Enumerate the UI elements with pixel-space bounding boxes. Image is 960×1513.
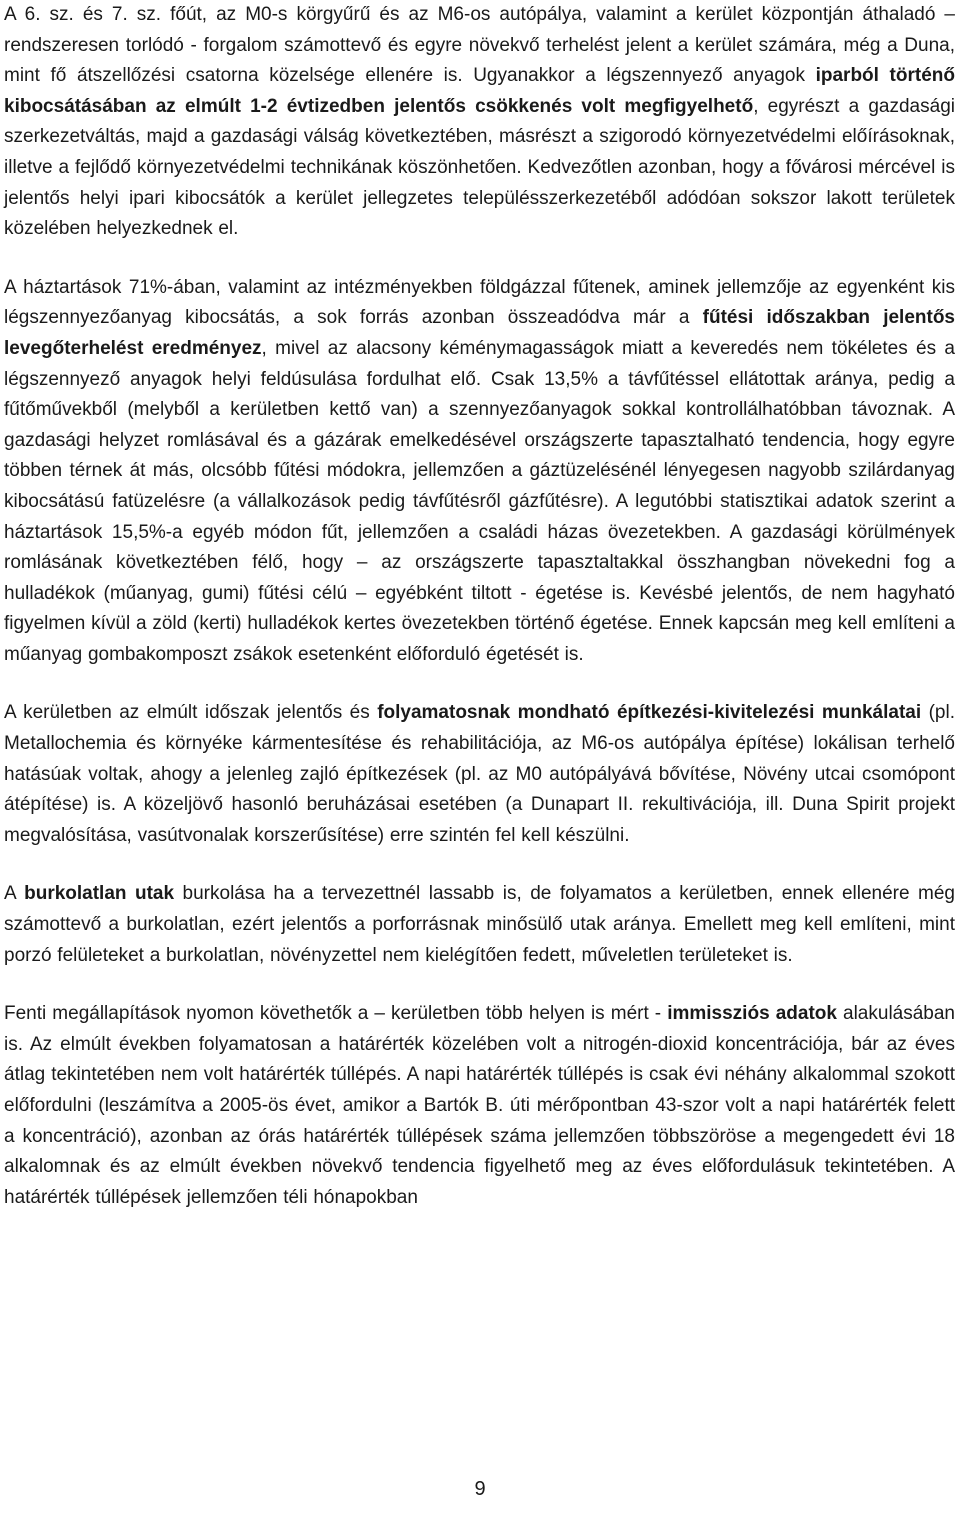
text-segment: A 6. sz. és 7. sz. főút, az M0-s körgyűrű és az M6-os autópálya, valamint a kerület központján áthaladó – rendszeresen torlódó - forgalom számottevő és egyre növekvő terhelést jelent a kerület számára, még a Duna, mint fő átszellőzési csatorna közelsége ellenére is. Ugyanakkor a légszennyező anyagok [4,4,955,87]
bold-segment: immissziós adatok [667,1003,837,1025]
paragraph-construction [4,698,955,851]
text-segment: A [4,883,25,905]
text-segment: alakulásában is. Az elmúlt években folyamatosan a határérték közelében volt a nitrogén-dioxid koncentrációja, bár az éves átlag tekintetében nem volt határérték túllépés. A napi határérték túllépés is csak évi néhány alkalommal szokott előfordulni (leszámítva a 2005-ös évet, amikor a Bartók B. úti mérőpontban 43-szor volt a napi határérték felett a koncentráció), azonban az órás határérték túllépések száma jellemzően többszöröse a megengedett évi 18 alkalomnak és az elmúlt években növekvő tendencia figyelhető meg az éves előfordulásuk tekintetében. A határérték túllépések jellemzően téli hónapokban [4,1003,955,1208]
bold-segment: burkolatlan utak [24,883,175,905]
document-body [4,0,955,1213]
paragraph-immission [4,999,955,1213]
text-segment: Fenti megállapítások nyomon követhetők a – kerületben több helyen is mért - [4,1003,668,1025]
bold-segment: iparból történő kibocsátásában az elmúlt 1-2 évtizedben jelentős csökkenés volt megfigyelhető [4,65,955,117]
text-segment: A háztartások 71%-ában, valamint az intézményekben földgázzal fűtenek, aminek jellemzője az egyenként kis légszennyezőanyag kibocsátás, a sok forrás azonban összeadódva már a [4,276,955,329]
paragraph-unpaved-roads [4,879,955,971]
text-segment: , mivel az alacsony kéménymagasságok miatt a keveredés nem tökéletes és a légszennyező anyagok helyi feldúsulása fordulhat elő. Csak 13,5% a távfűtéssel ellátottak aránya, pedig a fűtőművekből (melyből a kerületben kettő van) a szennyezőanyagok sokkal kontrollálhatóbban távoznak. A gazdasági helyzet romlásával és a gázárak emelkedésével országszerte tapasztalható tendencia, hogy egyre többen térnek át más, olcsóbb fűtési módokra, jellemzően a gáztüzelésénél lényegesen nagyobb szilárdanyag kibocsátású fatüzelésre (a vállalkozások pedig távfűtésről gázfűtésre). A legutóbbi statisztikai adatok szerint a háztartások 15,5%-a egyéb módon fűt, jellemzően a családi házas övezetekben. A gazdasági körülmények romlásának következtében félő, hogy – az országszerte tapasztaltakkal összhangban növekedni fog a hulladékok (műanyag, gumi) fűtési célú – egyébként tiltott - égetése is. Kevésbé jelentős, de nem hagyható figyelmen kívül a zöld (kerti) hulladékok kertes övezetekben történő égetése. Ennek kapcsán meg kell említeni a műanyag gombakomposzt zsákok esetenként előforduló égetését is. [4,337,955,665]
text-segment: A kerületben az elmúlt időszak jelentős és [4,702,378,724]
bold-segment: fűtési időszakban jelentős levegőterhelést eredményez [4,307,955,359]
paragraph-heating [4,273,955,671]
text-segment: , egyrészt a gazdasági szerkezetváltás, majd a gazdasági válság következtében, másrészt a szigorodó környezetvédelmi előírásoknak, illetve a fejlődő környezetvédelmi technikának köszönhetően. Kedvezőtlen azonban, hogy a fővárosi mércével is jelentős helyi ipari kibocsátók a kerület jellegzetes településszerkezetéből adódóan sokszor lakott területek közelében helyezkednek el. [4,95,955,240]
text-segment: (pl. Metallochemia és környéke kármentesítése és rehabilitációja, az M6-os autópálya építése) lokálisan terhelő hatásúak voltak, ahogy a jelenleg zajló építkezések (pl. az M0 autópályává bővítése, Növény utcai csomópont átépítése) is. A közeljövő hasonló beruházásai esetében (a Dunapart II. rekultivációja, ill. Duna Spirit projekt megvalósítása, vasútvonalak korszerűsítése) erre szintén fel kell készülni. [4,702,955,846]
paragraph-traffic [4,0,955,245]
bold-segment: folyamatosnak mondható építkezési-kivitelezési munkálatai [377,702,922,724]
page-number: 9 [474,1478,486,1500]
text-segment: burkolása ha a tervezettnél lassabb is, de folyamatos a kerületben, ennek ellenére még számottevő a burkolatlan, ezért jelentős a porforrásnak minősülő utak aránya. Emellett meg kell említeni, mint porzó felületeket a burkolatlan, növényzettel nem kielégítően fedett, műveletlen területeket is. [4,883,955,966]
